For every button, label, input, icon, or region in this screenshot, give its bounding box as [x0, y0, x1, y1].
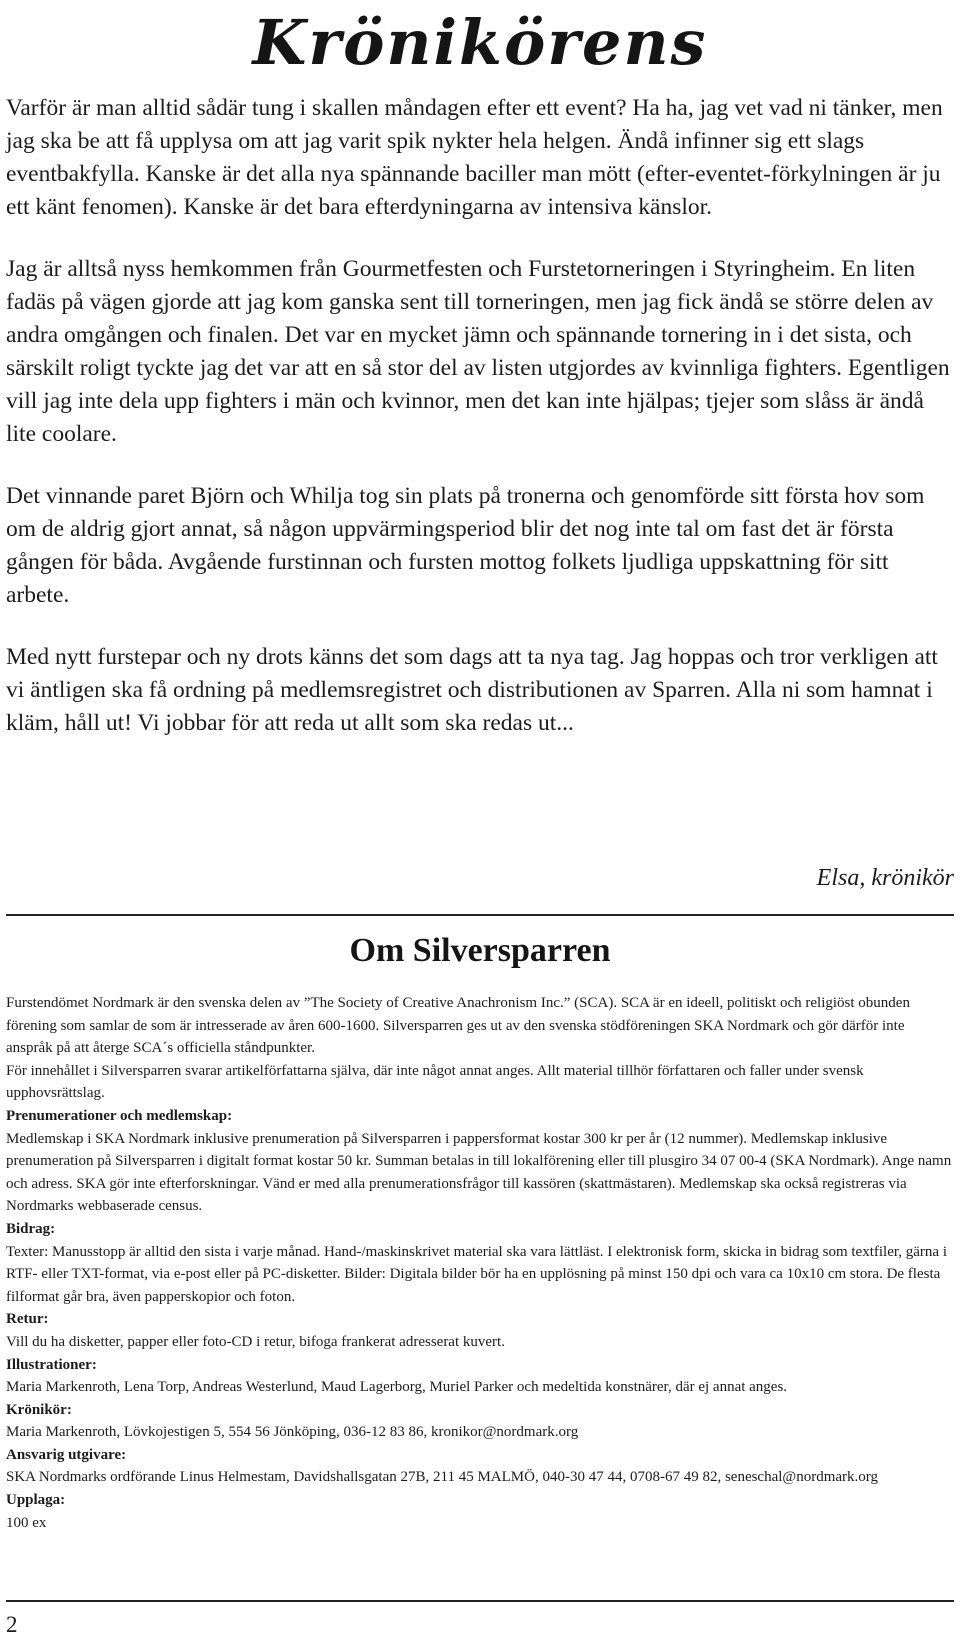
section-text-subscriptions: Medlemskap i SKA Nordmark inklusive prenumeration på Silversparren i pappersformat kostar 300 kr per år (12 nummer). Medlemskap inklusive prenumeration på Silversparren i digitalt format kostar 50 kr. Summan betalas in till lokalförening eller till plusgiro 34 07 00-4 (SKA Nordmark). Ange namn och adress. SKA gör inte efterforskningar. Vänd er med alla prenumerationsfrågor till kassören (skattmästaren). Medlemskap ska också registreras via Nordmarks webbaserade census. [6, 1130, 952, 1215]
section-text-return: Vill du ha disketter, papper eller foto-CD i retur, bifoga frankerat adresserat kuvert. [6, 1333, 505, 1350]
about-content-note: För innehållet i Silversparren svarar artikelförfattarna själva, där inte något annat anges. Allt material tillhör författaren och faller under svensk upphovsrättslag. [6, 1062, 864, 1102]
about-intro: Furstendömet Nordmark är den svenska delen av ”The Society of Creative Anachronism Inc.” (SCA). SCA är en ideell, politiskt och religiöst obunden förening som samlar de som är intresserade av åren 600-1600. Silversparren ges ut av den svenska stödföreningen SKA Nordmark och gör därför inte anspråk på att återge SCA´s officiella ståndpunkter. [6, 995, 910, 1057]
section-label-columnist: Krönikör: [6, 1401, 72, 1418]
section-text-print-run: 100 ex [6, 1514, 47, 1531]
section-label-contributions: Bidrag: [6, 1220, 56, 1237]
section-text-publisher: SKA Nordmarks ordförande Linus Helmestam, Davidshallsgatan 27B, 211 45 MALMÖ, 040-30 47 44, 0708-67 49 82, seneschal@nordmark.org [6, 1469, 879, 1486]
column-body [6, 92, 954, 769]
page-number: 2 [6, 1612, 18, 1637]
column-paragraph: Med nytt furstepar och ny drots känns det som dags att ta nya tag. Jag hoppas och tror verkligen att vi äntligen ska få ordning på medlemsregistret och distributionen av Sparren. Alla ni som hamnat i kläm, håll ut! Vi jobbar för att reda ut allt som ska redas ut... [6, 644, 938, 736]
section-label-illustrations: Illustrationer: [6, 1356, 97, 1373]
page-title: Krönikörens [252, 6, 708, 79]
section-text-illustrations: Maria Markenroth, Lena Torp, Andreas Westerlund, Maud Lagerborg, Muriel Parker och medeltida konstnärer, där ej annat anges. [6, 1379, 788, 1396]
column-paragraph: Det vinnande paret Björn och Whilja tog sin plats på tronerna och genomförde sitt första hov som om de aldrig gjort annat, så någon uppvärmingsperiod blir det nog inte tal om fast det är första gången för båda. Avgående furstinnan och fursten mottog folkets ljudliga uppskattning för sitt arbete. [6, 483, 925, 608]
about-info [6, 992, 954, 1534]
column-paragraph: Jag är alltså nyss hemkommen från Gourmetfesten och Furstetorneringen i Styringheim. En liten fadäs på vägen gjorde att jag kom ganska sent till torneringen, men jag fick ändå se större delen av andra omgången och finalen. Det var en mycket jämn och spännande tornering in i det sista, och särskilt roligt tyckte jag det var att en så stor del av listen utgjordes av kvinnliga fighters. Egentligen vill jag inte dela upp fighters i män och kvinnor, men det kan inte hjälpas; tjejer som slåss är ändå lite coolare. [6, 256, 950, 447]
section-label-print-run: Upplaga: [6, 1492, 66, 1509]
section-label-subscriptions: Prenumerationer och medlemskap: [6, 1107, 233, 1124]
section-text-contributions: Texter: Manusstopp är alltid den sista i varje månad. Hand-/maskinskrivet material ska vara lättläst. I elektronisk form, skicka in bidrag som textfiler, gärna i RTF- eller TXT-format, via e-post eller på PC-disketter. Bilder: Digitala bilder bör ha en upplösning på minst 150 dpi och vara ca 10x10 cm stora. De flesta filformat går bra, även papperskopior och foton. [6, 1243, 947, 1305]
section-text-columnist: Maria Markenroth, Lövkojestigen 5, 554 56 Jönköping, 036-12 83 86, kronikor@nordmark.org [6, 1424, 579, 1441]
column-signature: Elsa, krönikör [816, 865, 954, 891]
section-label-return: Retur: [6, 1311, 49, 1328]
section-divider [6, 914, 954, 916]
about-heading: Om Silversparren [349, 932, 611, 969]
section-label-publisher: Ansvarig utgivare: [6, 1446, 127, 1463]
footer-divider [6, 1600, 954, 1602]
column-paragraph: Varför är man alltid sådär tung i skallen måndagen efter ett event? Ha ha, jag vet vad ni tänker, men jag ska be att få upplysa om att jag varit spik nykter hela helgen. Ändå infinner sig ett slags eventbakfylla. Kanske är det alla nya spännande baciller man mött (efter-eventet-förkylningen är ju ett känt fenomen). Kanske är det bara efterdyningarna av intensiva känslor. [6, 95, 943, 220]
